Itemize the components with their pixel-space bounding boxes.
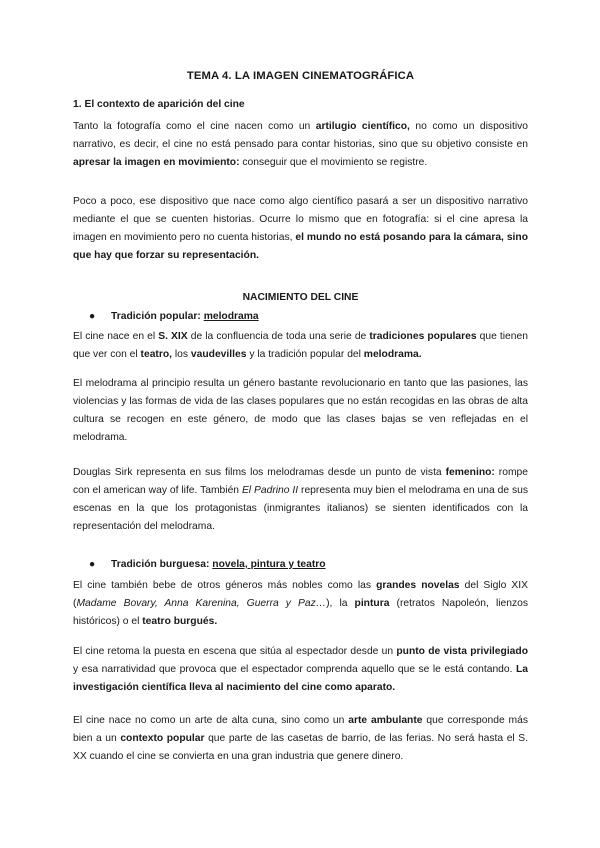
- text-run: conseguir que el movimiento se registre.: [239, 157, 428, 168]
- text-run: teatro,: [140, 349, 173, 360]
- bullet-label-underlined: novela, pintura y teatro: [212, 559, 326, 570]
- section-heading-contexto: 1. El contexto de aparición del cine: [73, 99, 245, 110]
- text-run: que corresponde más bien a un: [73, 715, 528, 744]
- section-heading-nacimiento: NACIMIENTO DEL CINE: [242, 292, 359, 303]
- text-run: y la tradición popular del: [246, 349, 364, 360]
- text-run: El cine nace en el: [73, 331, 159, 342]
- text-run: El cine retoma la puesta en escena que sitúa al espectador desde un: [73, 646, 397, 657]
- text-run: del Siglo XIX (: [73, 580, 528, 609]
- text-run: El cine nace no como un arte de alta cuna, sino como un: [73, 715, 349, 726]
- bullet-dot-icon: ●: [89, 311, 96, 322]
- text-run: y esa narratividad que provoca que el espectador comprenda aquello que se le está contando.: [73, 664, 516, 675]
- text-run: melodrama.: [363, 349, 422, 360]
- text-run: no como un dispositivo narrativo, es decir, el cine no está pensado para contar historias, sino que su objetivo consiste en: [73, 121, 528, 150]
- bullet-tradicion-popular: [89, 311, 259, 322]
- paragraph: [73, 643, 528, 697]
- bullet-tradicion-burguesa: [89, 559, 326, 570]
- text-run: los: [172, 349, 191, 360]
- text-run: Douglas Sirk representa en sus films los melodramas desde un punto de vista: [73, 467, 446, 478]
- paragraph: [73, 118, 528, 172]
- text-run: El melodrama al principio resulta un género bastante revolucionario en tanto que las pasiones, las violencias y las formas de vida de las clases populares que no están recogidas en las obras de alta cultura se recogen en este género, de modo que las clases bajas se ven reflejadas en el melodrama.: [73, 378, 528, 443]
- text-run: teatro burgués.: [142, 616, 218, 627]
- text-run: grandes novelas: [376, 580, 460, 591]
- text-run: de la confluencia de toda una serie de: [187, 331, 370, 342]
- text-run: contexto popular: [120, 733, 205, 744]
- bullet-dot-icon: ●: [89, 559, 96, 570]
- text-run: punto de vista privilegiado: [396, 646, 528, 657]
- text-run: (retratos Napoleón, lienzos históricos) o el: [73, 598, 528, 627]
- text-run: S. XIX: [158, 331, 188, 342]
- text-run: femenino:: [445, 467, 495, 478]
- text-run: El Padrino II: [241, 485, 299, 496]
- paragraph: [73, 577, 528, 631]
- bullet-label-underlined: melodrama: [203, 311, 259, 322]
- text-run: apresar la imagen en movimiento:: [73, 157, 240, 168]
- paragraph: [73, 193, 528, 265]
- text-run: Poco a poco, ese dispositivo que nace como algo científico pasará a ser un dispositivo narrativo mediante el que se cuenten historias. Ocurre lo mismo que en fotografía: si el cine apresa la imagen en movimiento pero no cuenta historias,: [73, 196, 528, 243]
- paragraph: [73, 328, 528, 364]
- paragraph: [73, 712, 528, 766]
- text-run: pintura: [354, 598, 390, 609]
- bullet-label: Tradición popular:: [111, 311, 204, 322]
- text-run: tradiciones populares: [369, 331, 477, 342]
- text-run: el mundo no está posando para la cámara, sino que hay que forzar su representación.: [73, 232, 528, 261]
- text-run: Tanto la fotografía como el cine nacen como un: [73, 121, 316, 132]
- text-run: artilugio científico,: [315, 121, 410, 132]
- text-run: La investigación científica lleva al nacimiento del cine como aparato.: [73, 664, 528, 693]
- text-run: El cine también bebe de otros géneros más nobles como las: [73, 580, 377, 591]
- text-run: ), la: [326, 598, 355, 609]
- document-title: TEMA 4. LA IMAGEN CINEMATOGRÁFICA: [186, 70, 415, 82]
- text-run: vaudevilles: [190, 349, 247, 360]
- text-run: arte ambulante: [348, 715, 423, 726]
- text-run: representa muy bien el melodrama en una de sus escenas en la que los protagonistas (inmigrantes italianos) se sienten identificados con la representación del melodrama.: [73, 485, 528, 532]
- paragraph: [73, 375, 528, 447]
- text-run: rompe con el american way of life. También: [73, 467, 528, 496]
- bullet-label: Tradición burguesa:: [111, 559, 213, 570]
- text-run: que tienen que ver con el: [73, 331, 528, 360]
- text-run: Madame Bovary, Anna Karenina, Guerra y Paz…: [76, 598, 327, 609]
- text-run: que parte de las casetas de barrio, de las ferias. No será hasta el S. XX cuando el cine se convierta en una gran industria que genere dinero.: [73, 733, 528, 762]
- paragraph: [73, 464, 528, 536]
